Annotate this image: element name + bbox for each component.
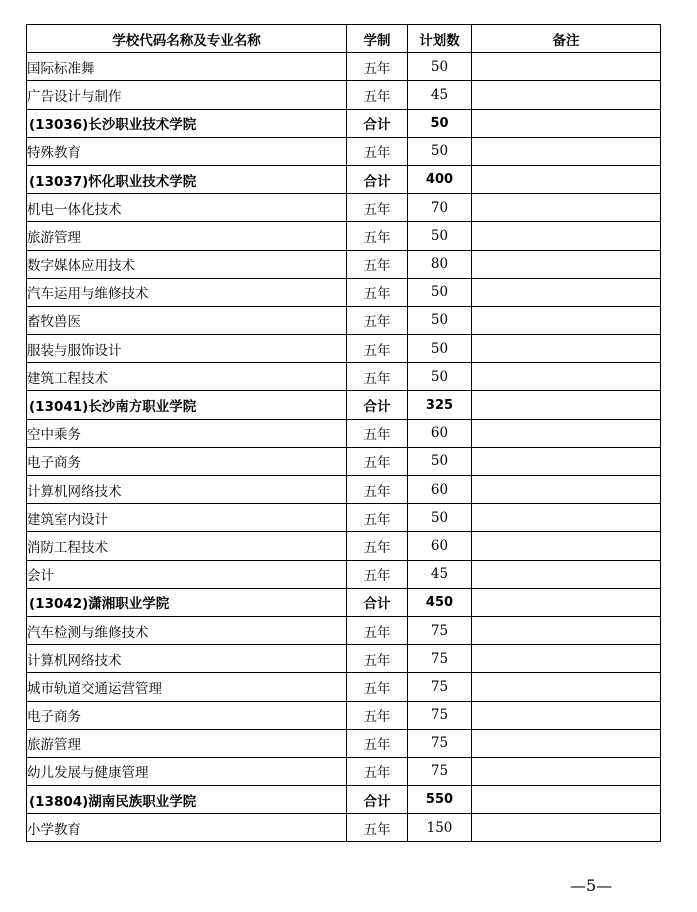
cell-xuezhi: 合计 — [347, 588, 408, 616]
major-row — [27, 729, 661, 757]
cell-note — [472, 447, 661, 475]
cell-note — [472, 363, 661, 391]
cell-name: 计算机网络技术 — [27, 645, 347, 673]
cell-name: 会计 — [27, 560, 347, 588]
cell-name: 电子商务 — [27, 701, 347, 729]
cell-xuezhi: 五年 — [347, 532, 408, 560]
cell-xuezhi: 五年 — [347, 250, 408, 278]
cell-note — [472, 476, 661, 504]
cell-xuezhi: 五年 — [347, 447, 408, 475]
cell-count: 75 — [408, 645, 472, 673]
cell-xuezhi: 五年 — [347, 701, 408, 729]
cell-note — [472, 109, 661, 137]
major-row — [27, 532, 661, 560]
cell-name: 畜牧兽医 — [27, 306, 347, 334]
cell-xuezhi: 五年 — [347, 757, 408, 785]
cell-note — [472, 588, 661, 616]
major-row — [27, 250, 661, 278]
cell-name: 旅游管理 — [27, 729, 347, 757]
major-row — [27, 278, 661, 306]
cell-count: 150 — [408, 814, 472, 842]
cell-note — [472, 532, 661, 560]
cell-count: 50 — [408, 306, 472, 334]
major-row — [27, 447, 661, 475]
cell-xuezhi: 五年 — [347, 53, 408, 81]
cell-note — [472, 786, 661, 814]
major-row — [27, 814, 661, 842]
cell-count: 75 — [408, 729, 472, 757]
cell-xuezhi: 五年 — [347, 504, 408, 532]
cell-name: 城市轨道交通运营管理 — [27, 673, 347, 701]
cell-xuezhi: 五年 — [347, 729, 408, 757]
cell-xuezhi: 五年 — [347, 222, 408, 250]
school-total-row — [27, 391, 661, 419]
cell-xuezhi: 五年 — [347, 335, 408, 363]
major-row — [27, 419, 661, 447]
header-count: 计划数 — [408, 25, 472, 53]
cell-note — [472, 81, 661, 109]
cell-name: 服装与服饰设计 — [27, 335, 347, 363]
cell-name: 数字媒体应用技术 — [27, 250, 347, 278]
cell-count: 550 — [408, 786, 472, 814]
cell-count: 60 — [408, 532, 472, 560]
cell-count: 75 — [408, 616, 472, 644]
cell-name: (13036)长沙职业技术学院 — [27, 109, 347, 137]
cell-note — [472, 504, 661, 532]
cell-note — [472, 729, 661, 757]
school-total-row — [27, 588, 661, 616]
cell-name: 消防工程技术 — [27, 532, 347, 560]
cell-xuezhi: 五年 — [347, 616, 408, 644]
cell-name: (13041)长沙南方职业学院 — [27, 391, 347, 419]
cell-xuezhi: 五年 — [347, 81, 408, 109]
major-row — [27, 673, 661, 701]
cell-count: 45 — [408, 81, 472, 109]
major-row — [27, 306, 661, 334]
cell-count: 60 — [408, 419, 472, 447]
cell-name: (13804)湖南民族职业学院 — [27, 786, 347, 814]
cell-xuezhi: 合计 — [347, 165, 408, 193]
cell-name: 国际标准舞 — [27, 53, 347, 81]
cell-count: 50 — [408, 447, 472, 475]
cell-note — [472, 278, 661, 306]
major-row — [27, 560, 661, 588]
enrollment-plan-table — [26, 24, 661, 842]
cell-note — [472, 222, 661, 250]
cell-xuezhi: 五年 — [347, 278, 408, 306]
header-name: 学校代码名称及专业名称 — [27, 25, 347, 53]
cell-xuezhi: 五年 — [347, 814, 408, 842]
cell-name: 广告设计与制作 — [27, 81, 347, 109]
major-row — [27, 645, 661, 673]
header-note: 备注 — [472, 25, 661, 53]
cell-name: 特殊教育 — [27, 137, 347, 165]
table-body — [27, 53, 661, 842]
major-row — [27, 363, 661, 391]
cell-count: 60 — [408, 476, 472, 504]
cell-count: 75 — [408, 673, 472, 701]
cell-note — [472, 560, 661, 588]
cell-name: 空中乘务 — [27, 419, 347, 447]
major-row — [27, 53, 661, 81]
cell-note — [472, 53, 661, 81]
cell-count: 50 — [408, 53, 472, 81]
cell-count: 80 — [408, 250, 472, 278]
cell-note — [472, 335, 661, 363]
cell-note — [472, 250, 661, 278]
school-total-row — [27, 786, 661, 814]
cell-note — [472, 306, 661, 334]
cell-count: 50 — [408, 504, 472, 532]
cell-xuezhi: 五年 — [347, 560, 408, 588]
cell-xuezhi: 五年 — [347, 306, 408, 334]
cell-name: 电子商务 — [27, 447, 347, 475]
cell-name: 汽车检测与维修技术 — [27, 616, 347, 644]
cell-note — [472, 645, 661, 673]
cell-name: 幼儿发展与健康管理 — [27, 757, 347, 785]
cell-count: 50 — [408, 137, 472, 165]
major-row — [27, 137, 661, 165]
cell-name: 小学教育 — [27, 814, 347, 842]
cell-count: 50 — [408, 222, 472, 250]
major-row — [27, 701, 661, 729]
header-xuezhi: 学制 — [347, 25, 408, 53]
cell-note — [472, 194, 661, 222]
major-row — [27, 81, 661, 109]
cell-xuezhi: 五年 — [347, 419, 408, 447]
cell-note — [472, 757, 661, 785]
cell-xuezhi: 合计 — [347, 391, 408, 419]
cell-xuezhi: 五年 — [347, 645, 408, 673]
cell-count: 75 — [408, 757, 472, 785]
cell-count: 325 — [408, 391, 472, 419]
cell-xuezhi: 合计 — [347, 109, 408, 137]
cell-count: 400 — [408, 165, 472, 193]
cell-count: 50 — [408, 109, 472, 137]
school-total-row — [27, 109, 661, 137]
cell-name: 计算机网络技术 — [27, 476, 347, 504]
cell-name: (13042)潇湘职业学院 — [27, 588, 347, 616]
cell-count: 70 — [408, 194, 472, 222]
cell-xuezhi: 五年 — [347, 476, 408, 504]
major-row — [27, 476, 661, 504]
major-row — [27, 194, 661, 222]
cell-name: 建筑工程技术 — [27, 363, 347, 391]
cell-count: 75 — [408, 701, 472, 729]
cell-name: 建筑室内设计 — [27, 504, 347, 532]
cell-count: 50 — [408, 335, 472, 363]
table-header-row — [27, 25, 661, 53]
cell-xuezhi: 五年 — [347, 194, 408, 222]
cell-name: (13037)怀化职业技术学院 — [27, 165, 347, 193]
cell-xuezhi: 五年 — [347, 363, 408, 391]
page-number: —5— — [570, 876, 613, 895]
cell-xuezhi: 五年 — [347, 137, 408, 165]
cell-name: 旅游管理 — [27, 222, 347, 250]
cell-note — [472, 165, 661, 193]
cell-note — [472, 137, 661, 165]
major-row — [27, 757, 661, 785]
major-row — [27, 504, 661, 532]
cell-note — [472, 616, 661, 644]
cell-count: 50 — [408, 278, 472, 306]
major-row — [27, 335, 661, 363]
cell-count: 50 — [408, 363, 472, 391]
cell-note — [472, 419, 661, 447]
cell-name: 机电一体化技术 — [27, 194, 347, 222]
cell-name: 汽车运用与维修技术 — [27, 278, 347, 306]
cell-count: 45 — [408, 560, 472, 588]
cell-xuezhi: 合计 — [347, 786, 408, 814]
major-row — [27, 616, 661, 644]
cell-count: 450 — [408, 588, 472, 616]
cell-xuezhi: 五年 — [347, 673, 408, 701]
cell-note — [472, 814, 661, 842]
cell-note — [472, 701, 661, 729]
major-row — [27, 222, 661, 250]
cell-note — [472, 673, 661, 701]
cell-note — [472, 391, 661, 419]
school-total-row — [27, 165, 661, 193]
